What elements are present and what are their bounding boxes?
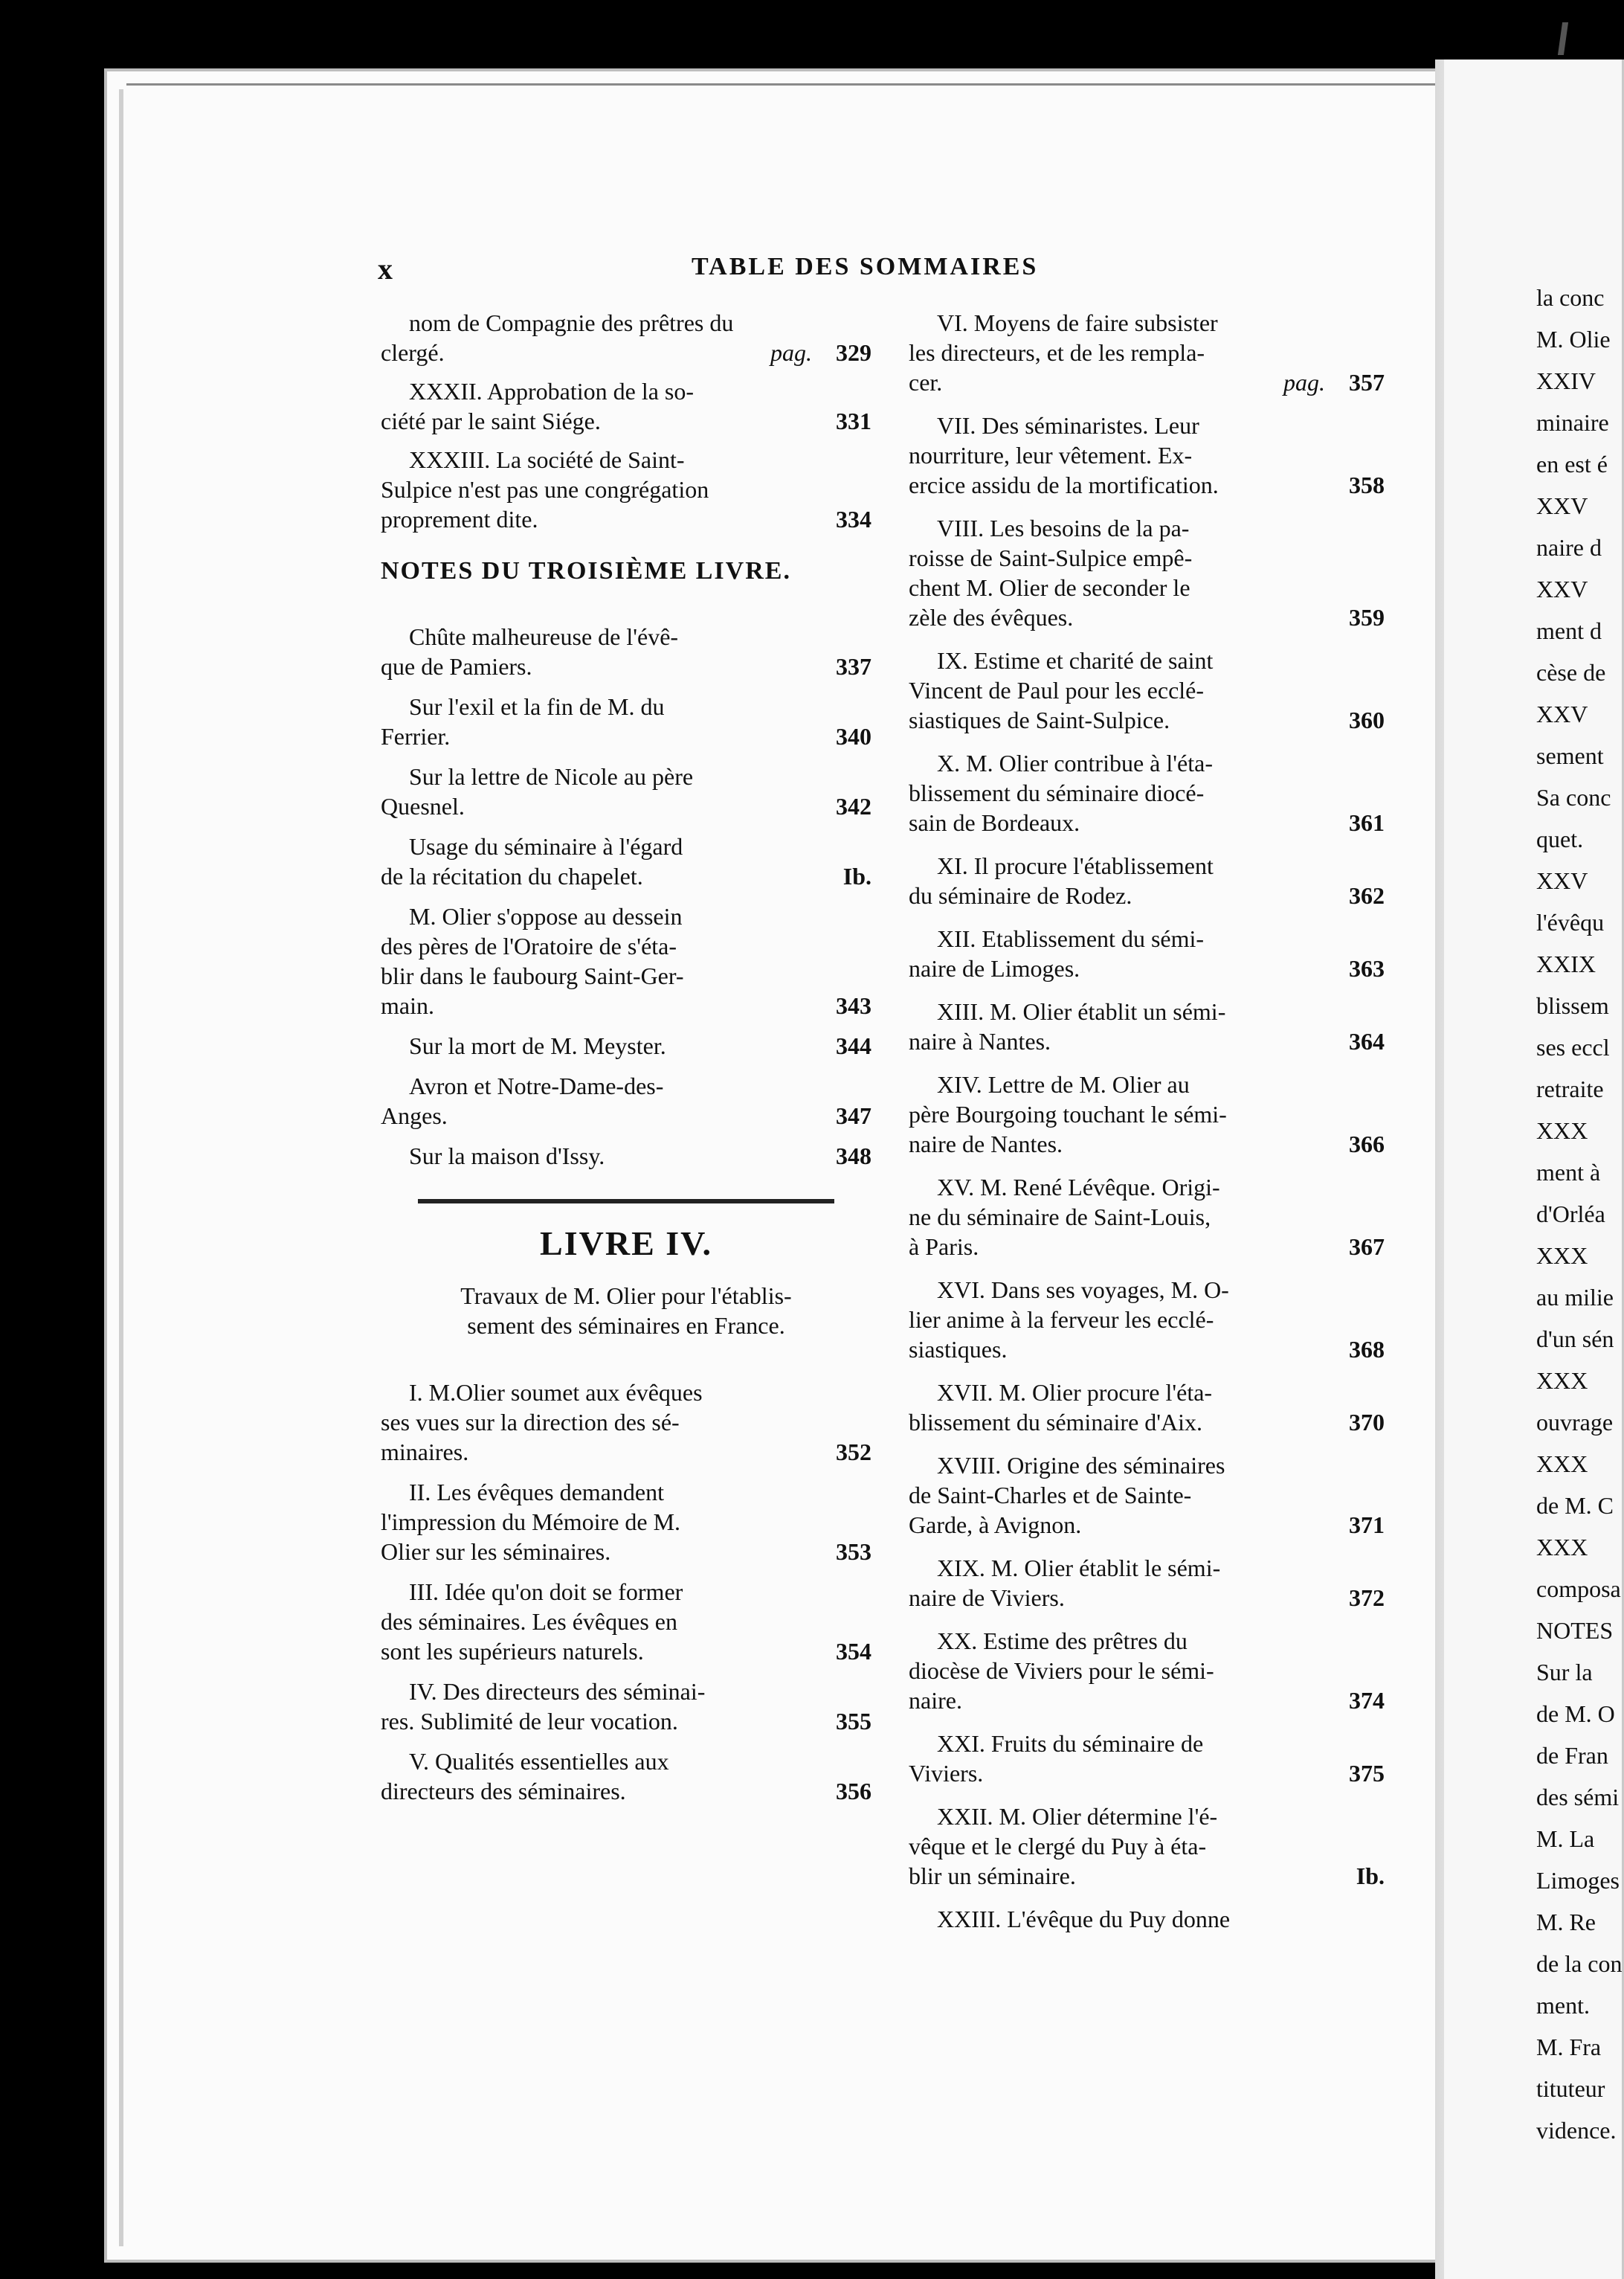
notes-heading: NOTES DU TROISIÈME LIVRE. <box>381 557 791 585</box>
next-page-fragment: des sémi <box>1536 1784 1620 1810</box>
toc-page-number: 367 <box>1349 1233 1385 1260</box>
toc-page-number: 361 <box>1349 809 1385 836</box>
toc-entry-line: vêque et le clergé du Puy à éta- <box>909 1833 1207 1859</box>
toc-page-number: 371 <box>1349 1511 1385 1538</box>
left-column <box>381 308 871 1816</box>
toc-page-number: 359 <box>1349 604 1385 631</box>
toc-entry-line: main. <box>381 992 434 1019</box>
toc-entry-line: Sur la lettre de Nicole au père <box>409 763 694 790</box>
toc-entry <box>909 851 1385 910</box>
next-page-fragment: en est é <box>1536 451 1608 478</box>
toc-entry-line: des pères de l'Oratoire de s'éta- <box>381 933 677 960</box>
next-page-fragment: vidence. <box>1536 2117 1617 2144</box>
toc-entry-line: XII. Etablissement du sémi- <box>937 925 1205 952</box>
livre-heading: LIVRE IV. <box>540 1224 712 1262</box>
toc-entry <box>909 748 1385 838</box>
toc-entry-line: blissement du séminaire diocé- <box>909 780 1205 806</box>
next-page-fragment: XXIV <box>1536 367 1596 394</box>
toc-pag-label: pag. <box>1283 369 1325 396</box>
toc-page-number: 348 <box>836 1142 871 1169</box>
toc-page-number: 329 <box>836 339 871 366</box>
toc-entry <box>381 1141 871 1171</box>
toc-entry <box>909 1378 1385 1437</box>
toc-page-number: 358 <box>1349 472 1385 498</box>
toc-entry-line: naire de Viviers. <box>909 1584 1065 1611</box>
toc-entry <box>909 1450 1385 1540</box>
toc-entry-line: VII. Des séminaristes. Leur <box>937 412 1199 439</box>
toc-entry <box>909 1801 1385 1891</box>
next-page-fragment: composa <box>1536 1575 1621 1602</box>
toc-page-number: 355 <box>836 1708 871 1735</box>
toc-page-number: 360 <box>1349 707 1385 733</box>
scan-mark <box>1558 22 1568 55</box>
toc-page-number: 364 <box>1349 1028 1385 1055</box>
page-number: x <box>378 252 393 286</box>
toc-entry-line: II. Les évêques demandent <box>409 1479 664 1505</box>
toc-entry-line: V. Qualités essentielles aux <box>409 1748 669 1775</box>
toc-entry <box>381 692 871 751</box>
toc-entry-line: VIII. Les besoins de la pa- <box>937 515 1190 541</box>
toc-entry-line: de la récitation du chapelet. <box>381 863 643 890</box>
toc-entry <box>909 997 1385 1056</box>
toc-entry <box>909 1070 1385 1159</box>
toc-entry-line: Olier sur les séminaires. <box>381 1538 611 1565</box>
toc-page-number: 344 <box>836 1032 871 1059</box>
livre-summary-line: Travaux de M. Olier pour l'établis- <box>460 1282 792 1309</box>
toc-entry-line: diocèse de Viviers pour le sémi- <box>909 1657 1214 1684</box>
toc-entry-line: proprement dite. <box>381 506 538 533</box>
toc-entry-line: XV. M. René Lévêque. Origi- <box>937 1174 1220 1200</box>
toc-entry-line: naire. <box>909 1687 962 1714</box>
toc-entry-line: ercice assidu de la mortification. <box>909 472 1219 498</box>
livre-summary-line: sement des séminaires en France. <box>467 1312 785 1339</box>
toc-page-number: 337 <box>836 653 871 680</box>
toc-entry <box>381 762 871 821</box>
next-page-fragment: de M. C <box>1536 1492 1614 1519</box>
toc-entry-line: père Bourgoing touchant le sémi- <box>909 1101 1227 1128</box>
next-page-fragment: XXX <box>1536 1367 1588 1394</box>
next-page-fragment: blissem <box>1536 992 1609 1019</box>
toc-entry <box>381 901 871 1020</box>
toc-page-number: 362 <box>1349 882 1385 909</box>
toc-entry <box>381 308 871 367</box>
next-page-fragment: XXV <box>1536 576 1588 602</box>
toc-pag-label: pag. <box>770 339 812 366</box>
toc-entry-line: sont les supérieurs naturels. <box>381 1638 644 1665</box>
toc-page-number: 331 <box>836 408 871 434</box>
toc-entry-line: lier anime à la ferveur les ecclé- <box>909 1306 1214 1333</box>
toc-entry-line: clergé. <box>381 339 445 366</box>
next-page-fragment: Sa conc <box>1536 784 1611 811</box>
toc-entry-line: III. Idée qu'on doit se former <box>409 1578 683 1605</box>
toc-entry-line: à Paris. <box>909 1233 979 1260</box>
toc-entry <box>909 1553 1385 1613</box>
toc-entry-line: Usage du séminaire à l'égard <box>409 833 683 860</box>
next-page-fragment: XXX <box>1536 1450 1588 1477</box>
toc-entry <box>381 1031 871 1061</box>
toc-entry-line: XIX. M. Olier établit le sémi- <box>937 1555 1221 1581</box>
toc-entry <box>909 1275 1385 1364</box>
next-page-fragment: naire d <box>1536 534 1602 561</box>
toc-page-number: 363 <box>1349 955 1385 982</box>
toc-entry-line: XXII. M. Olier détermine l'é- <box>937 1803 1218 1830</box>
next-page-fragment: tituteur <box>1536 2075 1605 2102</box>
toc-entry <box>381 1071 871 1131</box>
next-page-fragment: NOTES <box>1536 1617 1614 1644</box>
toc-entry-line: siastiques. <box>909 1336 1008 1363</box>
toc-entry-line: blir un séminaire. <box>909 1862 1076 1889</box>
toc-entry-line: VI. Moyens de faire subsister <box>937 309 1218 336</box>
toc-entry <box>381 1746 871 1806</box>
toc-page-number: 342 <box>836 793 871 820</box>
toc-entry-line: IV. Des directeurs des séminai- <box>409 1678 706 1705</box>
toc-entry-line: Quesnel. <box>381 793 465 820</box>
next-page-fragment: ment. <box>1536 1992 1590 2019</box>
toc-entry-line: XXI. Fruits du séminaire de <box>937 1730 1204 1757</box>
next-page-fragment: Sur la <box>1536 1659 1593 1685</box>
next-page-fragment: l'évêqu <box>1536 909 1605 936</box>
toc-page-number: 372 <box>1349 1584 1385 1611</box>
toc-entry-line: zèle des évêques. <box>909 604 1074 631</box>
next-page-fragment: ouvrage <box>1536 1409 1614 1436</box>
toc-entry-line: XVIII. Origine des séminaires <box>937 1452 1225 1479</box>
toc-entry <box>909 646 1385 735</box>
next-page-fragment: d'Orléa <box>1536 1200 1605 1227</box>
toc-entry <box>909 1626 1385 1715</box>
toc-page-number: 354 <box>836 1638 871 1665</box>
next-page-fragment: au milie <box>1536 1284 1614 1311</box>
toc-entry <box>381 622 871 681</box>
toc-entry <box>381 1577 871 1666</box>
toc-entry-line: cer. <box>909 369 943 396</box>
toc-entry-line: XVII. M. Olier procure l'éta- <box>937 1379 1213 1406</box>
next-page-fragment: XXX <box>1536 1117 1588 1144</box>
toc-entry-line: M. Olier s'oppose au dessein <box>409 903 683 930</box>
toc-entry-line: ciété par le saint Siége. <box>381 408 601 434</box>
toc-entry-line: XXIII. L'évêque du Puy donne <box>937 1906 1231 1932</box>
toc-entry-line: roisse de Saint-Sulpice empê- <box>909 544 1193 571</box>
toc-page-number: 374 <box>1349 1687 1385 1714</box>
toc-page-number: 343 <box>836 992 871 1019</box>
toc-page-number: 375 <box>1349 1760 1385 1787</box>
toc-entry-line: Viviers. <box>909 1760 984 1787</box>
toc-entry-line: du séminaire de Rodez. <box>909 882 1132 909</box>
toc-entry-line: XVI. Dans ses voyages, M. O- <box>937 1276 1229 1303</box>
next-page-fragment: ment à <box>1536 1159 1601 1186</box>
toc-page-number: Ib. <box>842 863 871 890</box>
toc-entry <box>909 1172 1385 1261</box>
next-page-fragment: minaire <box>1536 409 1609 436</box>
toc-page-number: 334 <box>836 506 871 533</box>
toc-page-number: 352 <box>836 1439 871 1465</box>
toc-entry <box>909 1904 1385 1934</box>
next-page-fragment: sement <box>1536 742 1604 769</box>
next-page-fragment: M. Fra <box>1536 2034 1602 2060</box>
next-page-fragment: M. La <box>1536 1825 1595 1852</box>
next-page-fragment: XXIX <box>1536 951 1596 977</box>
toc-entry-line: nourriture, leur vêtement. Ex- <box>909 442 1193 469</box>
toc-entry-line: naire de Nantes. <box>909 1131 1063 1157</box>
toc-entry-line: blissement du séminaire d'Aix. <box>909 1409 1203 1436</box>
right-column <box>909 308 1385 1947</box>
toc-page-number: 340 <box>836 723 871 750</box>
next-page-fragment: XXV <box>1536 867 1588 894</box>
toc-entry-line: naire à Nantes. <box>909 1028 1051 1055</box>
toc-entry-line: Avron et Notre-Dame-des- <box>409 1073 664 1099</box>
next-page-fragment: cèse de <box>1536 659 1606 686</box>
toc-page-number: 368 <box>1349 1336 1385 1363</box>
next-page-fragment: M. Olie <box>1536 326 1611 353</box>
next-page-fragment: Limoges <box>1536 1867 1620 1894</box>
toc-entry-line: minaires. <box>381 1439 469 1465</box>
toc-entry-line: Sur l'exil et la fin de M. du <box>409 693 665 720</box>
toc-entry <box>909 1729 1385 1788</box>
toc-entry-line: l'impression du Mémoire de M. <box>381 1508 681 1535</box>
page-edge <box>119 89 123 2246</box>
toc-page-number: 370 <box>1349 1409 1385 1436</box>
toc-entry <box>381 832 871 891</box>
next-page-fragment: retraite <box>1536 1076 1604 1102</box>
toc-entry-line: ne du séminaire de Saint-Louis, <box>909 1203 1211 1230</box>
toc-entry <box>381 376 871 436</box>
next-page-fragment: quet. <box>1536 826 1584 852</box>
toc-entry-line: sain de Bordeaux. <box>909 809 1080 836</box>
toc-entry-line: XIII. M. Olier établit un sémi- <box>937 998 1226 1025</box>
toc-entry-line: ses vues sur la direction des sé- <box>381 1409 680 1436</box>
toc-entry-line: I. M.Olier soumet aux évêques <box>409 1379 703 1406</box>
next-page-fragment: ses eccl <box>1536 1034 1610 1061</box>
toc-page-number: 357 <box>1349 369 1385 396</box>
toc-page-number: 356 <box>836 1778 871 1804</box>
toc-entry-line: blir dans le faubourg Saint-Ger- <box>381 962 684 989</box>
toc-entry-line: Chûte malheureuse de l'évê- <box>409 623 679 650</box>
toc-entry <box>381 1477 871 1566</box>
toc-entry-line: XXXII. Approbation de la so- <box>409 378 695 405</box>
toc-entry-line: Ferrier. <box>381 723 451 750</box>
toc-page-number: 347 <box>836 1102 871 1129</box>
toc-entry-line: XXXIII. La société de Saint- <box>409 446 685 473</box>
next-page-fragment: XXV <box>1536 492 1588 519</box>
toc-entry-line: XX. Estime des prêtres du <box>937 1627 1188 1654</box>
toc-entry-line: X. M. Olier contribue à l'éta- <box>937 750 1213 777</box>
toc-entry-line: Sur la maison d'Issy. <box>409 1142 605 1169</box>
toc-page-number: 353 <box>836 1538 871 1565</box>
next-page-fragment: ment d <box>1536 617 1602 644</box>
toc-entry-line: de Saint-Charles et de Sainte- <box>909 1482 1192 1508</box>
next-page-fragment: de M. O <box>1536 1700 1615 1727</box>
toc-entry-line: directeurs des séminaires. <box>381 1778 626 1804</box>
toc-entry <box>909 513 1385 632</box>
toc-entry-line: XIV. Lettre de M. Olier au <box>937 1071 1190 1098</box>
toc-entry-line: des séminaires. Les évêques en <box>381 1608 677 1635</box>
toc-entry-line: Garde, à Avignon. <box>909 1511 1082 1538</box>
toc-entry-line: Vincent de Paul pour les ecclé- <box>909 677 1205 704</box>
toc-page-number: Ib. <box>1356 1862 1385 1889</box>
toc-entry-line: les directeurs, et de les rempla- <box>909 339 1205 366</box>
next-page-fragment: XXV <box>1536 701 1588 727</box>
toc-entry <box>909 924 1385 983</box>
toc-entry-line: nom de Compagnie des prêtres du <box>409 309 734 336</box>
toc-entry-line: que de Pamiers. <box>381 653 532 680</box>
next-page-fragment: XXX <box>1536 1534 1588 1560</box>
toc-entry-line: naire de Limoges. <box>909 955 1080 982</box>
toc-entry-line: Sur la mort de M. Meyster. <box>409 1032 666 1059</box>
next-page-fragment: de Fran <box>1536 1742 1608 1769</box>
page-top-edge <box>126 83 1435 86</box>
next-page-fragment: XXX <box>1536 1242 1588 1269</box>
toc-entry-line: siastiques de Saint-Sulpice. <box>909 707 1170 733</box>
toc-entry-line: XI. Il procure l'établissement <box>937 852 1214 879</box>
toc-entry-line: IX. Estime et charité de saint <box>937 647 1214 674</box>
running-title: TABLE DES SOMMAIRES <box>692 253 1039 280</box>
toc-entry-line: chent M. Olier de seconder le <box>909 574 1190 601</box>
toc-entry <box>909 308 1385 397</box>
next-page-fragment: de la con <box>1536 1950 1623 1977</box>
toc-entry <box>909 411 1385 500</box>
toc-entry <box>381 445 871 534</box>
next-page-fragment: M. Re <box>1536 1909 1596 1935</box>
toc-entry-line: Sulpice n'est pas une congrégation <box>381 476 709 503</box>
toc-entry-line: res. Sublimité de leur vocation. <box>381 1708 678 1735</box>
next-page-fragment: la conc <box>1536 284 1605 311</box>
toc-entry-line: Anges. <box>381 1102 448 1129</box>
toc-entry <box>381 1378 871 1467</box>
livre-summary <box>381 1281 871 1340</box>
toc-page-number: 366 <box>1349 1131 1385 1157</box>
section-rule <box>418 1199 834 1203</box>
toc-entry <box>381 1677 871 1736</box>
next-page-fragment: d'un sén <box>1536 1325 1614 1352</box>
